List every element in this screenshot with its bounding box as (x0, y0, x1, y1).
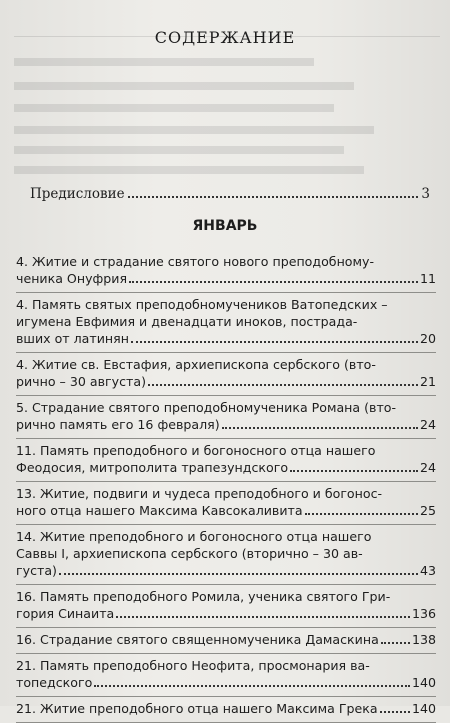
toc-entry-line (16, 442, 436, 459)
leader-dots (59, 573, 418, 575)
toc-list (16, 250, 436, 723)
toc-entry-page: 138 (411, 632, 436, 647)
toc-entry-page: 25 (419, 503, 436, 518)
leader-dots (131, 341, 418, 343)
toc-entry-line (16, 502, 436, 519)
toc-entry-text: 16. Страдание святого священномученика Дамаскина (16, 632, 379, 647)
toc-entry-text: Феодосия, митрополита трапезундского (16, 460, 289, 475)
toc-entry-line (16, 270, 436, 287)
toc-entry (16, 439, 436, 482)
toc-entry (16, 697, 436, 723)
leader-dots (305, 513, 418, 515)
toc-entry (16, 525, 436, 585)
leader-dots (94, 685, 410, 687)
preface-entry (30, 186, 430, 202)
toc-entry-text: 16. Память преподобного Ромила, ученика святого Гри- (16, 589, 391, 604)
toc-entry-text: ченика Онуфрия (16, 271, 128, 286)
toc-entry-line (16, 253, 436, 270)
section-heading: ЯНВАРЬ (192, 218, 258, 234)
toc-entry-line (16, 657, 436, 674)
toc-entry-line (16, 296, 436, 313)
toc-entry-text: 13. Житие, подвиги и чудеса преподобного и богонос- (16, 486, 383, 501)
toc-entry (16, 250, 436, 293)
toc-entry-line (16, 562, 436, 579)
toc-entry-line (16, 588, 436, 605)
toc-entry-page: 21 (419, 374, 436, 389)
leader-dots (148, 384, 418, 386)
toc-entry-line (16, 528, 436, 545)
toc-entry-text: ного отца нашего Максима Кавсокаливита (16, 503, 303, 518)
toc-entry-text: Саввы I, архиепископа сербского (вторично – 30 ав- (16, 546, 363, 561)
toc-entry-text: 4. Житие св. Евстафия, архиепископа сербского (вто- (16, 357, 376, 372)
toc-entry-text: 5. Страдание святого преподобномученика Романа (вто- (16, 400, 397, 415)
toc-entry-text: 14. Житие преподобного и богоносного отца нашего (16, 529, 372, 544)
toc-entry-line (16, 313, 436, 330)
toc-entry (16, 396, 436, 439)
toc-entry-text: 21. Житие преподобного отца нашего Максима Грека (16, 701, 378, 716)
toc-entry-page: 140 (411, 701, 436, 716)
toc-entry-line (16, 674, 436, 691)
leader-dots (381, 642, 410, 644)
toc-entry-page: 24 (419, 417, 436, 432)
toc-entry (16, 353, 436, 396)
toc-entry-line (16, 485, 436, 502)
toc-entry-line (16, 700, 436, 717)
leader-dots (222, 427, 418, 429)
toc-entry-line (16, 373, 436, 390)
preface-label: Предисловие (30, 186, 125, 202)
toc-entry-line (16, 330, 436, 347)
leader-dots (128, 196, 419, 198)
toc-entry-page: 140 (411, 675, 436, 690)
toc-entry-text: 11. Память преподобного и богоносного отца нашего (16, 443, 376, 458)
preface-page: 3 (421, 186, 430, 202)
toc-entry-text: рично – 30 августа) (16, 374, 146, 389)
toc-entry (16, 628, 436, 654)
toc-entry-line (16, 545, 436, 562)
toc-entry-line (16, 605, 436, 622)
toc-entry-text: топедского (16, 675, 93, 690)
leader-dots (380, 711, 410, 713)
toc-entry-text: густа) (16, 563, 57, 578)
toc-entry-line (16, 356, 436, 373)
toc-entry-page: 11 (419, 271, 436, 286)
toc-entry-line (16, 399, 436, 416)
leader-dots (290, 470, 418, 472)
toc-entry-line (16, 459, 436, 476)
toc-entry-text: игумена Евфимия и двенадцати иноков, пострада- (16, 314, 358, 329)
toc-entry (16, 585, 436, 628)
toc-entry-page: 43 (419, 563, 436, 578)
toc-entry-text: 4. Память святых преподобномучеников Ватопедских – (16, 297, 388, 312)
toc-entry-text: 21. Память преподобного Неофита, просмонария ва- (16, 658, 370, 673)
toc-entry-text: рично память его 16 февраля) (16, 417, 220, 432)
toc-entry-line (16, 631, 436, 648)
toc-entry (16, 482, 436, 525)
leader-dots (129, 281, 418, 283)
leader-dots (116, 616, 410, 618)
toc-entry (16, 293, 436, 353)
toc-entry-line (16, 416, 436, 433)
page-title: СОДЕРЖАНИЕ (154, 28, 296, 47)
toc-entry-text: вших от латинян (16, 331, 129, 346)
toc-entry-text: гория Синаита (16, 606, 115, 621)
toc-entry-text: 4. Житие и страдание святого нового преподобному- (16, 254, 375, 269)
toc-entry (16, 654, 436, 697)
toc-entry-page: 24 (419, 460, 436, 475)
toc-entry-page: 20 (419, 331, 436, 346)
toc-entry-page: 136 (411, 606, 436, 621)
